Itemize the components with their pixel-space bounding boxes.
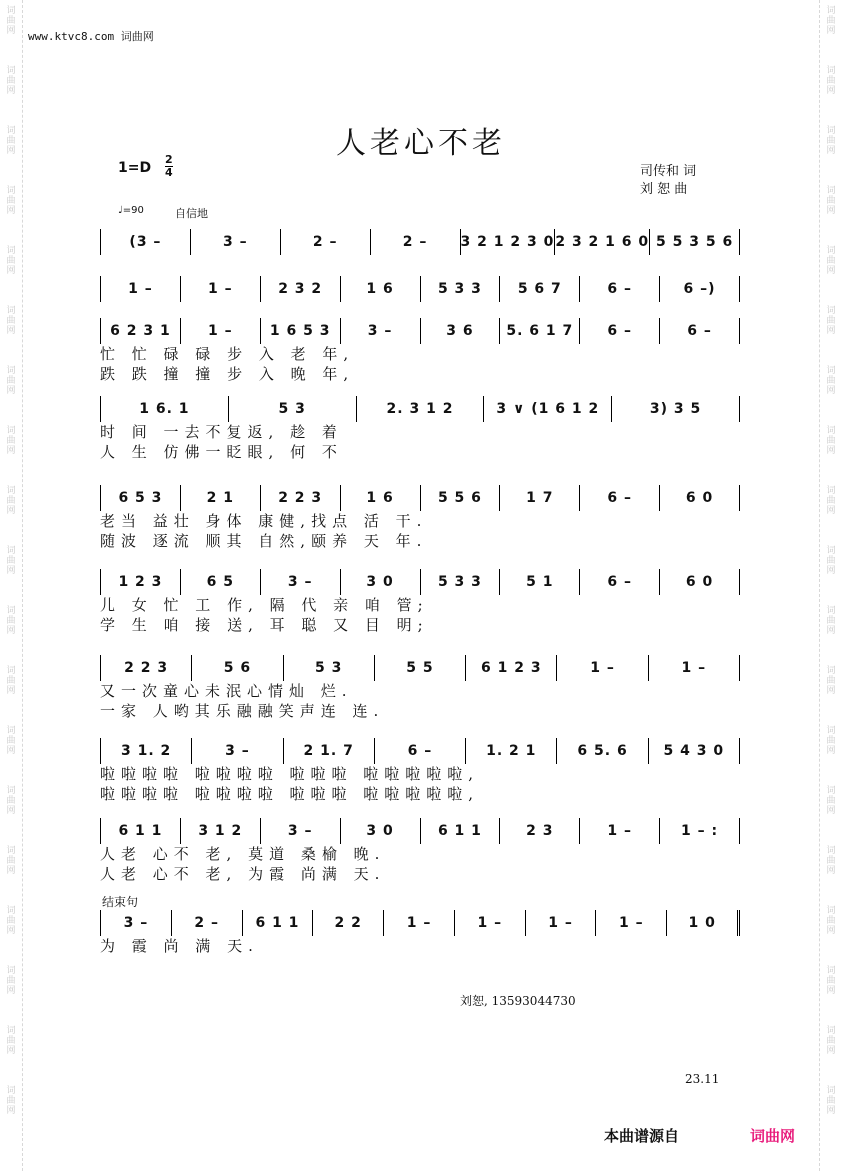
score-system: [100, 396, 740, 462]
tempo-mark: ♩=90: [118, 205, 144, 216]
measure: 1 6 5 3: [261, 318, 341, 344]
score-system: [100, 569, 740, 635]
watermark-mark: 词 曲 网: [6, 1026, 16, 1056]
lyric-line: [100, 255, 740, 275]
measure: 6 1 1: [101, 818, 181, 844]
measure: 6 1 1: [243, 910, 314, 936]
measure: 3 –: [261, 569, 341, 595]
measure: 1 0: [667, 910, 740, 936]
measure: 3 –: [341, 318, 421, 344]
measure: 6 5: [181, 569, 261, 595]
measure: (3 –: [101, 229, 191, 255]
measure: 5 4 3 0: [649, 738, 740, 764]
time-top: 2: [165, 153, 173, 166]
expression-mark: 自信地: [175, 207, 208, 220]
measure: 3 1 2: [181, 818, 261, 844]
watermark-mark: 词 曲 网: [6, 366, 16, 396]
melody-line: [100, 655, 740, 681]
measure: 2 2 3: [101, 655, 192, 681]
measure: 5 6: [192, 655, 283, 681]
lyric-line: 跌 跌 撞 撞 步 入 晚 年,: [100, 365, 355, 383]
right-watermark-strip: [819, 0, 842, 1171]
watermark-mark: 词 曲 网: [826, 306, 836, 336]
measure: 1 –: [526, 910, 597, 936]
measure: 3 2 1 2 3 0: [461, 229, 556, 255]
lyric-line: 忙 忙 碌 碌 步 入 老 年,: [100, 345, 355, 363]
measure: 1 –: [596, 910, 667, 936]
left-watermark-strip: [0, 0, 23, 1171]
lyric-line: 一家 人哟其乐融融笑声连 连.: [100, 702, 385, 720]
measure: 6 –: [580, 276, 660, 302]
watermark-mark: 词 曲 网: [826, 1026, 836, 1056]
measure: 5 3 3: [421, 276, 501, 302]
measure: 5 3: [284, 655, 375, 681]
measure: 3 –: [191, 229, 281, 255]
measure: 1 –: [101, 276, 181, 302]
measure: 5 5 6: [421, 485, 501, 511]
contact-info: 刘恕, 13593044730: [460, 994, 576, 1008]
measure: 6 0: [660, 485, 740, 511]
date-mark: 23.11: [685, 1072, 720, 1086]
watermark-mark: 词 曲 网: [6, 966, 16, 996]
lyric-line: 儿 女 忙 工 作, 隔 代 亲 咱 管;: [100, 596, 429, 614]
watermark-mark: 词 曲 网: [826, 126, 836, 156]
score-system: [100, 818, 740, 884]
melody-line: [100, 229, 740, 255]
melody-line: [100, 396, 740, 422]
measure: 6 5 3: [101, 485, 181, 511]
melody-line: [100, 818, 740, 844]
measure: 1 6: [341, 276, 421, 302]
measure: 5 3 3: [421, 569, 501, 595]
key-signature: 1=D: [118, 160, 152, 176]
watermark-mark: 词 曲 网: [6, 246, 16, 276]
score-system: [100, 485, 740, 551]
lyric-line: [100, 956, 740, 976]
lyric-line: 人 生 仿佛一眨眼, 何 不: [100, 443, 343, 461]
measure: 3 1. 2: [101, 738, 192, 764]
melody-line: [100, 738, 740, 764]
watermark-mark: 词 曲 网: [6, 786, 16, 816]
watermark-mark: 词 曲 网: [6, 66, 16, 96]
measure: 2 3 2: [261, 276, 341, 302]
watermark-mark: 词 曲 网: [826, 486, 836, 516]
measure: 1 –: [455, 910, 526, 936]
measure: 1 –: [580, 818, 660, 844]
lyric-line: 时 间 一去不复返, 趁 着: [100, 423, 343, 441]
measure: 6 –: [580, 318, 660, 344]
measure: 6 2 3 1: [101, 318, 181, 344]
measure: 1 –: [181, 318, 261, 344]
measure: 3 –: [261, 818, 341, 844]
melody-line: [100, 569, 740, 595]
score-system: [100, 318, 740, 384]
measure: 2 –: [371, 229, 461, 255]
watermark-mark: 词 曲 网: [6, 1086, 16, 1116]
watermark-mark: 词 曲 网: [826, 6, 836, 36]
measure: 1 6. 1: [101, 396, 229, 422]
measure: 6 –: [375, 738, 466, 764]
measure: 5. 6 1 7: [500, 318, 580, 344]
measure: 2 1. 7: [284, 738, 375, 764]
measure: 1 –: [649, 655, 740, 681]
site-header[interactable]: www.ktvc8.com 词曲网: [28, 30, 154, 43]
measure: 5 5 3 5 6: [650, 229, 740, 255]
measure: 6 –: [580, 485, 660, 511]
watermark-mark: 词 曲 网: [6, 726, 16, 756]
melody-line: [100, 910, 740, 936]
measure: 6 1 1: [421, 818, 501, 844]
measure: 1. 2 1: [466, 738, 557, 764]
measure: 3 ∨ (1 6 1 2: [484, 396, 612, 422]
measure: 1 2 3: [101, 569, 181, 595]
lyric-line: 人老 心不 老, 莫道 桑榆 晚.: [100, 845, 386, 863]
lyric-line: 人老 心不 老, 为霞 尚满 天.: [100, 865, 386, 883]
measure: 3 –: [101, 910, 172, 936]
measure: 2 –: [281, 229, 371, 255]
measure: 5 5: [375, 655, 466, 681]
measure: 5 1: [500, 569, 580, 595]
watermark-mark: 词 曲 网: [826, 186, 836, 216]
watermark-mark: 词 曲 网: [6, 546, 16, 576]
measure: 6 1 2 3: [466, 655, 557, 681]
measure: 2 1: [181, 485, 261, 511]
measure: 3 0: [341, 569, 421, 595]
lyric-line: 又一次童心未泯心情灿 烂.: [100, 682, 353, 700]
watermark-mark: 词 曲 网: [6, 6, 16, 36]
watermark-mark: 词 曲 网: [6, 306, 16, 336]
measure: 2. 3 1 2: [357, 396, 485, 422]
measure: 1 6: [341, 485, 421, 511]
score-system: [100, 655, 740, 721]
measure: 3) 3 5: [612, 396, 740, 422]
coda-label: 结束句: [102, 895, 139, 909]
measure: 1 7: [500, 485, 580, 511]
time-signature: [165, 154, 173, 179]
lyric-line: 为 霞 尚 满 天.: [100, 937, 259, 955]
measure: 6 –): [660, 276, 740, 302]
watermark-mark: 词 曲 网: [826, 906, 836, 936]
watermark-mark: 词 曲 网: [826, 1086, 836, 1116]
watermark-mark: 词 曲 网: [6, 126, 16, 156]
song-title: 人老心不老: [336, 126, 506, 161]
lyric-line: 啦啦啦啦 啦啦啦啦 啦啦啦 啦啦啦啦啦,: [100, 785, 480, 803]
measure: 2 2 3: [261, 485, 341, 511]
measure: 1 –: [557, 655, 648, 681]
footer-source: 本曲谱源自: [604, 1127, 680, 1145]
score-system: [100, 738, 740, 804]
melody-line: [100, 276, 740, 302]
melody-line: [100, 485, 740, 511]
watermark-mark: 词 曲 网: [826, 606, 836, 636]
composer: 刘 恕 曲: [640, 182, 688, 197]
measure: 3 0: [341, 818, 421, 844]
measure: 1 –: [181, 276, 261, 302]
measure: 1 –: [384, 910, 455, 936]
measure: 3 –: [192, 738, 283, 764]
score-system: [100, 910, 740, 976]
measure: 2 3: [500, 818, 580, 844]
measure: 6 –: [580, 569, 660, 595]
watermark-mark: 词 曲 网: [826, 966, 836, 996]
watermark-mark: 词 曲 网: [826, 546, 836, 576]
measure: 6 –: [660, 318, 740, 344]
measure: 3 6: [421, 318, 501, 344]
lyric-line: 啦啦啦啦 啦啦啦啦 啦啦啦 啦啦啦啦啦,: [100, 765, 480, 783]
watermark-mark: 词 曲 网: [826, 366, 836, 396]
lyric-line: 随波 逐流 顺其 自然,颐养 天 年.: [100, 532, 428, 550]
lyric-line: 学 生 咱 接 送, 耳 聪 又 目 明;: [100, 616, 429, 634]
watermark-mark: 词 曲 网: [6, 666, 16, 696]
measure: 2 –: [172, 910, 243, 936]
watermark-mark: 词 曲 网: [6, 846, 16, 876]
watermark-mark: 词 曲 网: [826, 246, 836, 276]
watermark-mark: 词 曲 网: [826, 846, 836, 876]
watermark-mark: 词 曲 网: [826, 726, 836, 756]
footer-brand[interactable]: 词曲网: [750, 1127, 796, 1145]
watermark-mark: 词 曲 网: [826, 426, 836, 456]
measure: 6 0: [660, 569, 740, 595]
measure: 5 3: [229, 396, 357, 422]
measure: 2 3 2 1 6 0: [555, 229, 650, 255]
watermark-mark: 词 曲 网: [826, 66, 836, 96]
melody-line: [100, 318, 740, 344]
watermark-mark: 词 曲 网: [6, 426, 16, 456]
lyric-line: 老当 益壮 身体 康健,找点 活 干.: [100, 512, 428, 530]
measure: 1 – :: [660, 818, 740, 844]
watermark-mark: 词 曲 网: [6, 906, 16, 936]
measure: 6 5. 6: [557, 738, 648, 764]
lyricist: 司传和 词: [640, 164, 697, 179]
watermark-mark: 词 曲 网: [826, 786, 836, 816]
time-bottom: 4: [165, 166, 173, 179]
watermark-mark: 词 曲 网: [6, 486, 16, 516]
watermark-mark: 词 曲 网: [6, 186, 16, 216]
measure: 5 6 7: [500, 276, 580, 302]
watermark-mark: 词 曲 网: [826, 666, 836, 696]
measure: 2 2: [313, 910, 384, 936]
watermark-mark: 词 曲 网: [6, 606, 16, 636]
